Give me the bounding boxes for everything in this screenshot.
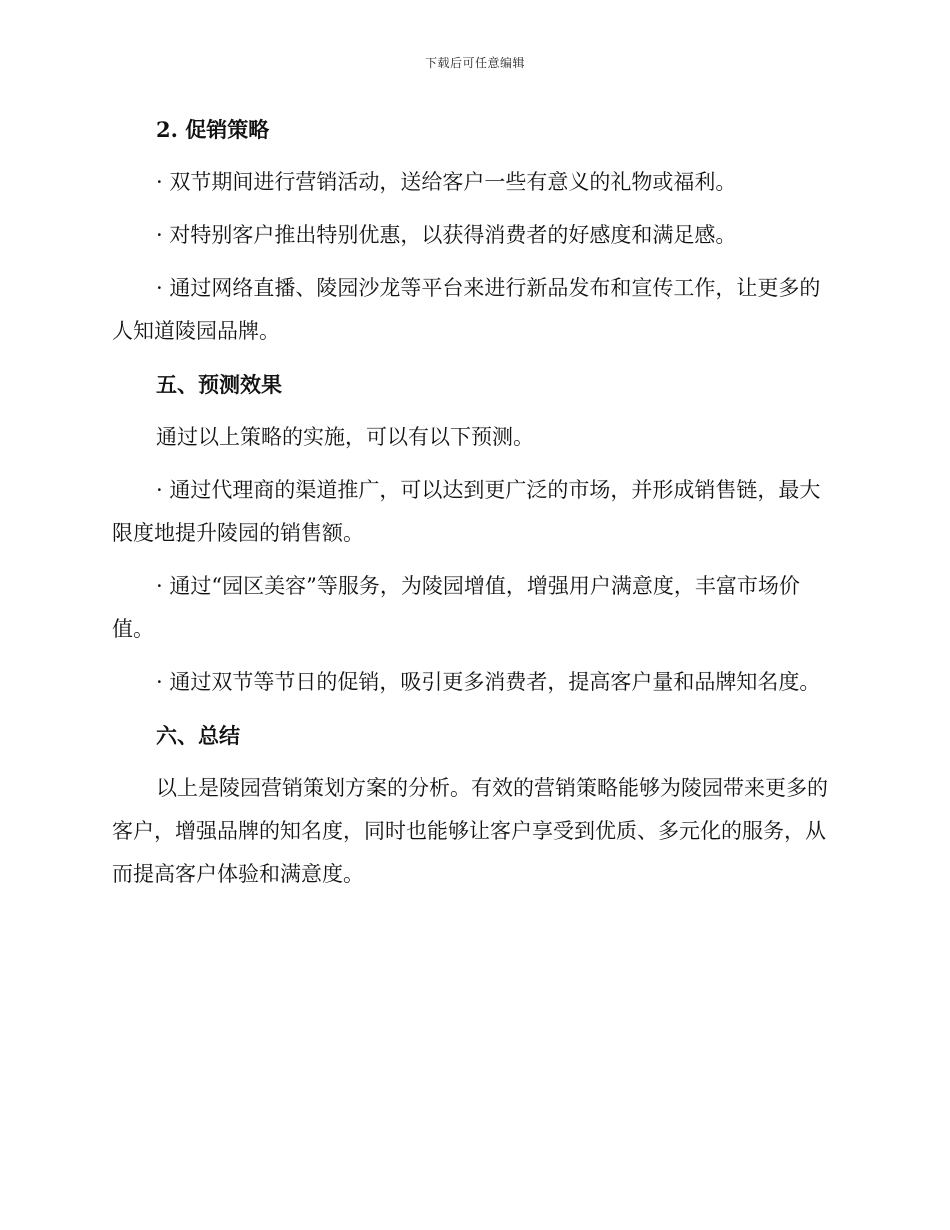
paragraph: 以上是陵园营销策划方案的分析。有效的营销策略能够为陵园带来更多的客户，增强品牌的知名度，同时也能够让客户享受到优质、多元化的服务，从而提高客户体验和满意度。 bbox=[112, 776, 828, 886]
paragraph: · 通过双节等节日的促销，吸引更多消费者，提高客户量和品牌知名度。 bbox=[156, 670, 821, 694]
paragraph: · 通过网络直播、陵园沙龙等平台来进行新品发布和宣传工作，让更多的人知道陵园品牌。 bbox=[112, 276, 821, 343]
paragraph: · 双节期间进行营销活动，送给客户一些有意义的礼物或福利。 bbox=[156, 170, 737, 194]
paragraph: · 对特别客户推出特别优惠，以获得消费者的好感度和满足感。 bbox=[156, 223, 737, 247]
paragraph: · 通过“园区美容”等服务，为陵园增值，增强用户满意度，丰富市场价值。 bbox=[112, 574, 800, 641]
section-heading-summary: 六、总结 bbox=[156, 723, 240, 748]
section-heading-promotion: 2. 促销策略 bbox=[156, 117, 270, 142]
paragraph: 通过以上策略的实施，可以有以下预测。 bbox=[156, 425, 534, 449]
paragraph: · 通过代理商的渠道推广，可以达到更广泛的市场，并形成销售链，最大限度地提升陵园的销售额。 bbox=[112, 478, 821, 545]
page-header: 下载后可任意编辑 bbox=[424, 56, 525, 70]
document-body bbox=[112, 108, 828, 906]
section-heading-forecast: 五、预测效果 bbox=[156, 372, 282, 397]
